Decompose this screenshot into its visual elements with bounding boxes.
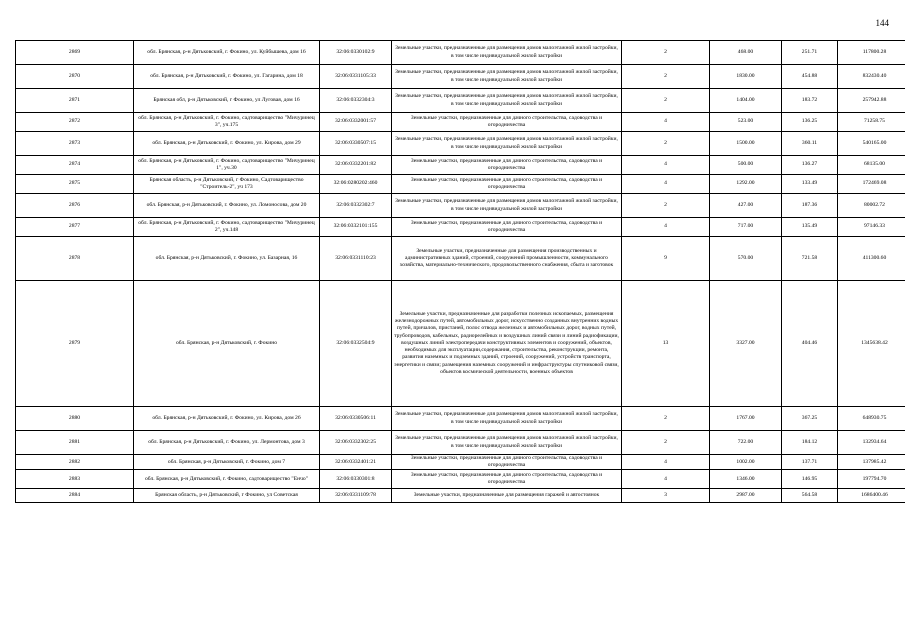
row-cadastral-number: 32:06:0332201:82 bbox=[320, 156, 392, 175]
row-cadastral-value: 97146.33 bbox=[838, 218, 905, 237]
row-number: 2871 bbox=[16, 89, 134, 113]
row-area: 2987.00 bbox=[710, 489, 782, 503]
row-specific-value: 564.58 bbox=[782, 489, 838, 503]
table-row bbox=[16, 218, 905, 237]
row-cadastral-value: 137985.42 bbox=[838, 455, 905, 470]
row-cadastral-value: 172469.08 bbox=[838, 175, 905, 194]
row-land-use-purpose: Земельные участки, предназначенные для дачного строительства, садоводства и огородничества bbox=[392, 470, 622, 489]
table-row bbox=[16, 132, 905, 156]
row-area: 1292.00 bbox=[710, 175, 782, 194]
row-cadastral-value: 80002.72 bbox=[838, 194, 905, 218]
row-area: 1500.00 bbox=[710, 132, 782, 156]
row-number: 2882 bbox=[16, 455, 134, 470]
table-row bbox=[16, 113, 905, 132]
row-group-number: 13 bbox=[622, 281, 710, 407]
row-cadastral-number: 32:06:0332302:25 bbox=[320, 431, 392, 455]
row-address: обл. Брянская, р-н Дятьковский, г. Фокино, садтоварищество "Мичуринец 2", уч.148 bbox=[134, 218, 320, 237]
row-cadastral-number: 32:06:0331105:33 bbox=[320, 65, 392, 89]
row-area: 523.00 bbox=[710, 113, 782, 132]
row-cadastral-number: 32:06:0280202:460 bbox=[320, 175, 392, 194]
table-row bbox=[16, 407, 905, 431]
table-row bbox=[16, 455, 905, 470]
row-number: 2875 bbox=[16, 175, 134, 194]
row-group-number: 4 bbox=[622, 156, 710, 175]
row-address: обл. Брянская, р-н Дятьковский, г. Фокино bbox=[134, 281, 320, 407]
row-specific-value: 135.49 bbox=[782, 218, 838, 237]
row-land-use-purpose: Земельные участки, предназначенные для размещения гаражей и автостоянок bbox=[392, 489, 622, 503]
row-land-use-purpose: Земельные участки, предназначенные для размещения домов малоэтажной жилой застройки, в том числе индивидуальной жилой застройки bbox=[392, 65, 622, 89]
row-specific-value: 367.25 bbox=[782, 407, 838, 431]
row-cadastral-number: 32:06:0331109:78 bbox=[320, 489, 392, 503]
row-group-number: 4 bbox=[622, 175, 710, 194]
row-cadastral-value: 71258.75 bbox=[838, 113, 905, 132]
table-row bbox=[16, 89, 905, 113]
row-cadastral-number: 32:06:0332101:155 bbox=[320, 218, 392, 237]
row-specific-value: 404.46 bbox=[782, 281, 838, 407]
row-cadastral-value: 68135.00 bbox=[838, 156, 905, 175]
row-specific-value: 184.12 bbox=[782, 431, 838, 455]
row-number: 2874 bbox=[16, 156, 134, 175]
table-row bbox=[16, 175, 905, 194]
row-area: 1767.00 bbox=[710, 407, 782, 431]
row-cadastral-number: 32:06:0330301:8 bbox=[320, 470, 392, 489]
row-group-number: 2 bbox=[622, 89, 710, 113]
row-address: Брянская область, р-н Дятьковский, г Фокино, Садтоварищество "Строитель-2", уч 173 bbox=[134, 175, 320, 194]
row-area: 468.00 bbox=[710, 41, 782, 65]
row-land-use-purpose: Земельные участки, предназначенные для размещения домов малоэтажной жилой застройки, в том числе индивидуальной жилой застройки bbox=[392, 89, 622, 113]
row-cadastral-number: 32:06:0332504:9 bbox=[320, 281, 392, 407]
row-address: Брянская обл, р-н Дятьковский, г Фокино, ул Луговая, дом 16 bbox=[134, 89, 320, 113]
row-group-number: 2 bbox=[622, 194, 710, 218]
row-number: 2872 bbox=[16, 113, 134, 132]
row-number: 2883 bbox=[16, 470, 134, 489]
row-address: обл. Брянская, р-н Дятьковский, г. Фокино, ул. Гагарина, дом 18 bbox=[134, 65, 320, 89]
row-land-use-purpose: Земельные участки, предназначенные для размещения домов малоэтажной жилой застройки, в том числе индивидуальной жилой застройки bbox=[392, 431, 622, 455]
row-number: 2884 bbox=[16, 489, 134, 503]
row-address: обл. Брянская, р-н Дятьковский, г. Фокино, ул. Кирова, дом 29 bbox=[134, 132, 320, 156]
row-area: 3327.00 bbox=[710, 281, 782, 407]
row-number: 2869 bbox=[16, 41, 134, 65]
row-address: обл. Брянская, р-н Дятьковский, г. Фокино, садтоварищество "Енчо" bbox=[134, 470, 320, 489]
row-group-number: 4 bbox=[622, 113, 710, 132]
row-cadastral-value: 411300.60 bbox=[838, 237, 905, 281]
row-specific-value: 136.27 bbox=[782, 156, 838, 175]
row-number: 2870 bbox=[16, 65, 134, 89]
row-number: 2881 bbox=[16, 431, 134, 455]
row-specific-value: 183.72 bbox=[782, 89, 838, 113]
row-address: обл. Брянская, р-н Дятьковский, г. Фокино, ул. Ломоносова, дом 20 bbox=[134, 194, 320, 218]
row-land-use-purpose: Земельные участки, предназначенные для дачного строительства, садоводства и огородничества bbox=[392, 218, 622, 237]
row-land-use-purpose: Земельные участки, предназначенные для размещения домов малоэтажной жилой застройки, в том числе индивидуальной жилой застройки bbox=[392, 407, 622, 431]
row-group-number: 2 bbox=[622, 65, 710, 89]
row-land-use-purpose: Земельные участки, предназначенные для дачного строительства, садоводства и огородничества bbox=[392, 455, 622, 470]
row-land-use-purpose: Земельные участки, предназначенные для размещения домов малоэтажной жилой застройки, в том числе индивидуальной жилой застройки bbox=[392, 132, 622, 156]
row-number: 2876 bbox=[16, 194, 134, 218]
row-cadastral-value: 1686400.46 bbox=[838, 489, 905, 503]
row-specific-value: 360.11 bbox=[782, 132, 838, 156]
row-specific-value: 137.71 bbox=[782, 455, 838, 470]
row-area: 1002.00 bbox=[710, 455, 782, 470]
row-address: обл. Брянская, р-н Дятьковский, г. Фокино, садтоварищество "Мичуринец 3", уч.175 bbox=[134, 113, 320, 132]
row-cadastral-number: 32:06:0330102:9 bbox=[320, 41, 392, 65]
row-area: 427.00 bbox=[710, 194, 782, 218]
row-address: обл. Брянская, р-н Дятьковский, г. Фокино, ул. Кирова, дом 26 bbox=[134, 407, 320, 431]
row-area: 722.00 bbox=[710, 431, 782, 455]
table-row bbox=[16, 431, 905, 455]
row-area: 1346.00 bbox=[710, 470, 782, 489]
row-group-number: 4 bbox=[622, 455, 710, 470]
table-row bbox=[16, 194, 905, 218]
row-group-number: 2 bbox=[622, 407, 710, 431]
table-row bbox=[16, 489, 905, 503]
row-specific-value: 251.71 bbox=[782, 41, 838, 65]
row-land-use-purpose: Земельные участки, предназначенные для дачного строительства, садоводства и огородничества bbox=[392, 156, 622, 175]
row-address: обл. Брянская, р-н Дятьковский, г. Фокино, дом 7 bbox=[134, 455, 320, 470]
row-address: обл. Брянская, р-н Дятьковский, г. Фокино, ул. Куйбышева, дом 16 bbox=[134, 41, 320, 65]
row-group-number: 2 bbox=[622, 431, 710, 455]
row-cadastral-number: 32:06:0332304:3 bbox=[320, 89, 392, 113]
row-specific-value: 454.88 bbox=[782, 65, 838, 89]
row-group-number: 2 bbox=[622, 41, 710, 65]
row-land-use-purpose: Земельные участки, предназначенные для разработки полезных ископаемых, размещения железнодорожных путей, автомобильных дорог, искусственно созданных внутренних водных путей, причалов, пристаней, полос отвода железных и автомобильных дорог, водных путей, трубопроводов, кабельных, радиорелейных и воздушных линий связи и линий радиофикации, воздушных линий электропередачи конструктивных элементов и сооружений, объектов, необходимых для эксплуатации,содержания, строительства, реконструкции, ремонта, развития наземных и подземных зданий, строений, сооружений, устройств транспорта, энергетики и связи; размещения наземных сооружений и инфраструктуры спутниковой связи, объектов космической деятельности, военных объектов bbox=[392, 281, 622, 407]
row-land-use-purpose: Земельные участки, предназначенные для дачного строительства, садоводства и огородничества bbox=[392, 175, 622, 194]
row-area: 717.00 bbox=[710, 218, 782, 237]
row-area: 570.00 bbox=[710, 237, 782, 281]
table-row bbox=[16, 156, 905, 175]
row-specific-value: 136.25 bbox=[782, 113, 838, 132]
row-cadastral-number: 32:06:0331110:23 bbox=[320, 237, 392, 281]
row-specific-value: 721.58 bbox=[782, 237, 838, 281]
row-number: 2880 bbox=[16, 407, 134, 431]
row-cadastral-value: 1345638.42 bbox=[838, 281, 905, 407]
row-specific-value: 187.36 bbox=[782, 194, 838, 218]
row-address: Брянская область, р-н Дятьковский, г Фокино, ул Советская bbox=[134, 489, 320, 503]
row-cadastral-value: 197794.70 bbox=[838, 470, 905, 489]
page-number: 144 bbox=[875, 18, 889, 28]
row-area: 500.00 bbox=[710, 156, 782, 175]
row-cadastral-value: 117800.28 bbox=[838, 41, 905, 65]
row-cadastral-number: 32:06:0330507:15 bbox=[320, 132, 392, 156]
row-group-number: 3 bbox=[622, 489, 710, 503]
row-cadastral-value: 132934.64 bbox=[838, 431, 905, 455]
table-row bbox=[16, 65, 905, 89]
row-area: 1830.00 bbox=[710, 65, 782, 89]
row-cadastral-number: 32:06:0332401:21 bbox=[320, 455, 392, 470]
row-area: 1404.00 bbox=[710, 89, 782, 113]
table-row bbox=[16, 281, 905, 407]
row-number: 2877 bbox=[16, 218, 134, 237]
row-land-use-purpose: Земельные участки, предназначенные для размещения домов малоэтажной жилой застройки, в том числе индивидуальной жилой застройки bbox=[392, 194, 622, 218]
row-number: 2878 bbox=[16, 237, 134, 281]
row-group-number: 4 bbox=[622, 218, 710, 237]
row-group-number: 4 bbox=[622, 470, 710, 489]
row-land-use-purpose: Земельные участки, предназначенные для размещения производственных и административных зданий, строений, сооружений промышленности, коммунального хозяйства, материально-технического, продовольственного снабжения, сбыта и заготовок bbox=[392, 237, 622, 281]
row-land-use-purpose: Земельные участки, предназначенные для размещения домов малоэтажной жилой застройки, в том числе индивидуальной жилой застройки bbox=[392, 41, 622, 65]
table-row bbox=[16, 470, 905, 489]
row-address: обл. Брянская, р-н Дятьковский, г. Фокино, ул. Базарная, 16 bbox=[134, 237, 320, 281]
table-body bbox=[16, 41, 905, 503]
row-group-number: 2 bbox=[622, 132, 710, 156]
row-specific-value: 146.95 bbox=[782, 470, 838, 489]
row-address: обл. Брянская, р-н Дятьковский, г. Фокино, ул. Лермонтова, дом 3 bbox=[134, 431, 320, 455]
row-number: 2879 bbox=[16, 281, 134, 407]
table-row bbox=[16, 237, 905, 281]
row-cadastral-number: 32:06:0330506:11 bbox=[320, 407, 392, 431]
cadastral-value-table bbox=[15, 40, 905, 503]
row-group-number: 9 bbox=[622, 237, 710, 281]
row-cadastral-value: 648930.75 bbox=[838, 407, 905, 431]
row-cadastral-value: 540165.00 bbox=[838, 132, 905, 156]
row-specific-value: 133.49 bbox=[782, 175, 838, 194]
row-land-use-purpose: Земельные участки, предназначенные для дачного строительства, садоводства и огородничества bbox=[392, 113, 622, 132]
table-row bbox=[16, 41, 905, 65]
row-address: обл. Брянская, р-н Дятьковский, г. Фокино, садтоварищество "Мичуринец 1", уч.30 bbox=[134, 156, 320, 175]
row-number: 2873 bbox=[16, 132, 134, 156]
row-cadastral-number: 32:06:0332302:7 bbox=[320, 194, 392, 218]
row-cadastral-value: 832430.40 bbox=[838, 65, 905, 89]
row-cadastral-value: 257942.88 bbox=[838, 89, 905, 113]
row-cadastral-number: 32:06:0332001:57 bbox=[320, 113, 392, 132]
